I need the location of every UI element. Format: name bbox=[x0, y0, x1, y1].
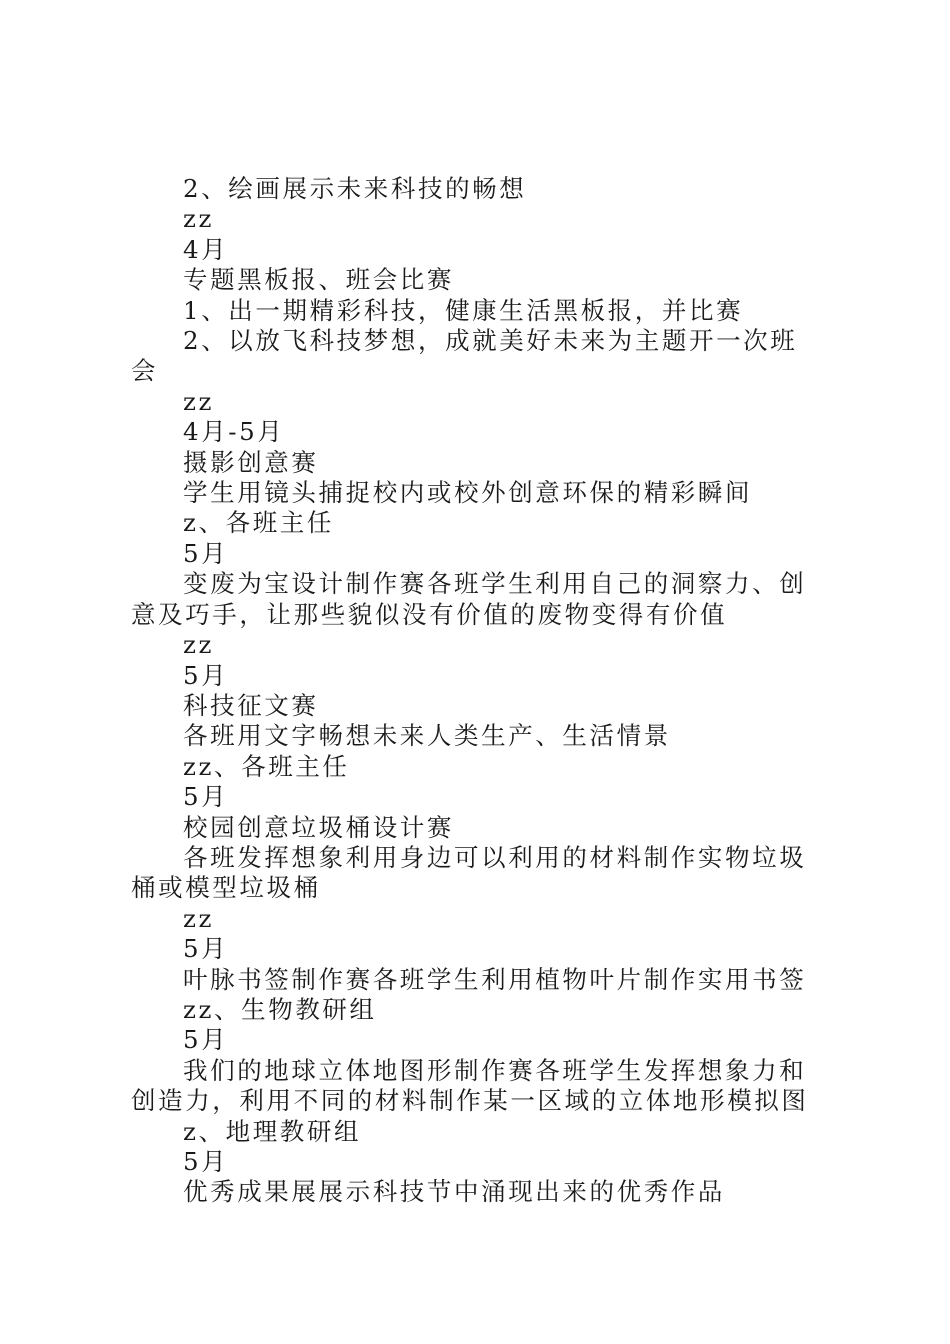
paragraph: 科技征文赛 bbox=[183, 690, 319, 720]
paragraph: 4月 bbox=[183, 234, 229, 264]
paragraph: 5月 bbox=[183, 1147, 229, 1176]
paragraph: 各班用文字畅想未来人类生产、生活情景 bbox=[183, 721, 671, 751]
document-body bbox=[131, 174, 821, 1208]
paragraph: 摄影创意赛 bbox=[183, 447, 319, 477]
paragraph: 优秀成果展展示科技节中涌现出来的优秀作品 bbox=[183, 1177, 725, 1207]
paragraph: 5月 bbox=[183, 782, 229, 812]
paragraph: 我们的地球立体地图形制作赛各班学生发挥想象力和创造力，利用不同的材料制作某一区域的立体地形模拟图 bbox=[131, 1055, 809, 1116]
paragraph: zz、生物教研组 bbox=[183, 994, 377, 1024]
paragraph: zz、各班主任 bbox=[183, 751, 350, 781]
paragraph: 叶脉书签制作赛各班学生利用植物叶片制作实用书签 bbox=[183, 964, 807, 994]
paragraph: 5月 bbox=[183, 538, 229, 568]
paragraph: zz bbox=[183, 204, 215, 234]
paragraph: z、地理教研组 bbox=[183, 1116, 362, 1146]
paragraph: z、各班主任 bbox=[183, 508, 335, 538]
paragraph: 5月 bbox=[183, 660, 229, 690]
paragraph: 各班发挥想象利用身边可以利用的材料制作实物垃圾桶或模型垃圾桶 bbox=[131, 842, 807, 903]
paragraph: zz bbox=[183, 630, 215, 660]
paragraph: 2、以放飞科技梦想，成就美好未来为主题开一次班会 bbox=[131, 326, 798, 386]
paragraph: 学生用镜头捕捉校内或校外创意环保的精彩瞬间 bbox=[183, 478, 753, 508]
paragraph: 5月 bbox=[183, 934, 229, 964]
paragraph: 1、出一期精彩科技，健康生活黑板报，并比赛 bbox=[183, 295, 744, 325]
paragraph: 校园创意垃圾桶设计赛 bbox=[183, 812, 454, 842]
paragraph: 2、绘画展示未来科技的畅想 bbox=[183, 174, 527, 203]
paragraph: 变废为宝设计制作赛各班学生利用自己的洞察力、创意及巧手，让那些貌似没有价值的废物变得有价值 bbox=[131, 569, 807, 629]
paragraph: 5月 bbox=[183, 1025, 229, 1055]
paragraph: 4月-5月 bbox=[183, 417, 285, 447]
paragraph: zz bbox=[183, 386, 215, 416]
paragraph: zz bbox=[183, 903, 215, 933]
paragraph: 专题黑板报、班会比赛 bbox=[183, 265, 454, 295]
